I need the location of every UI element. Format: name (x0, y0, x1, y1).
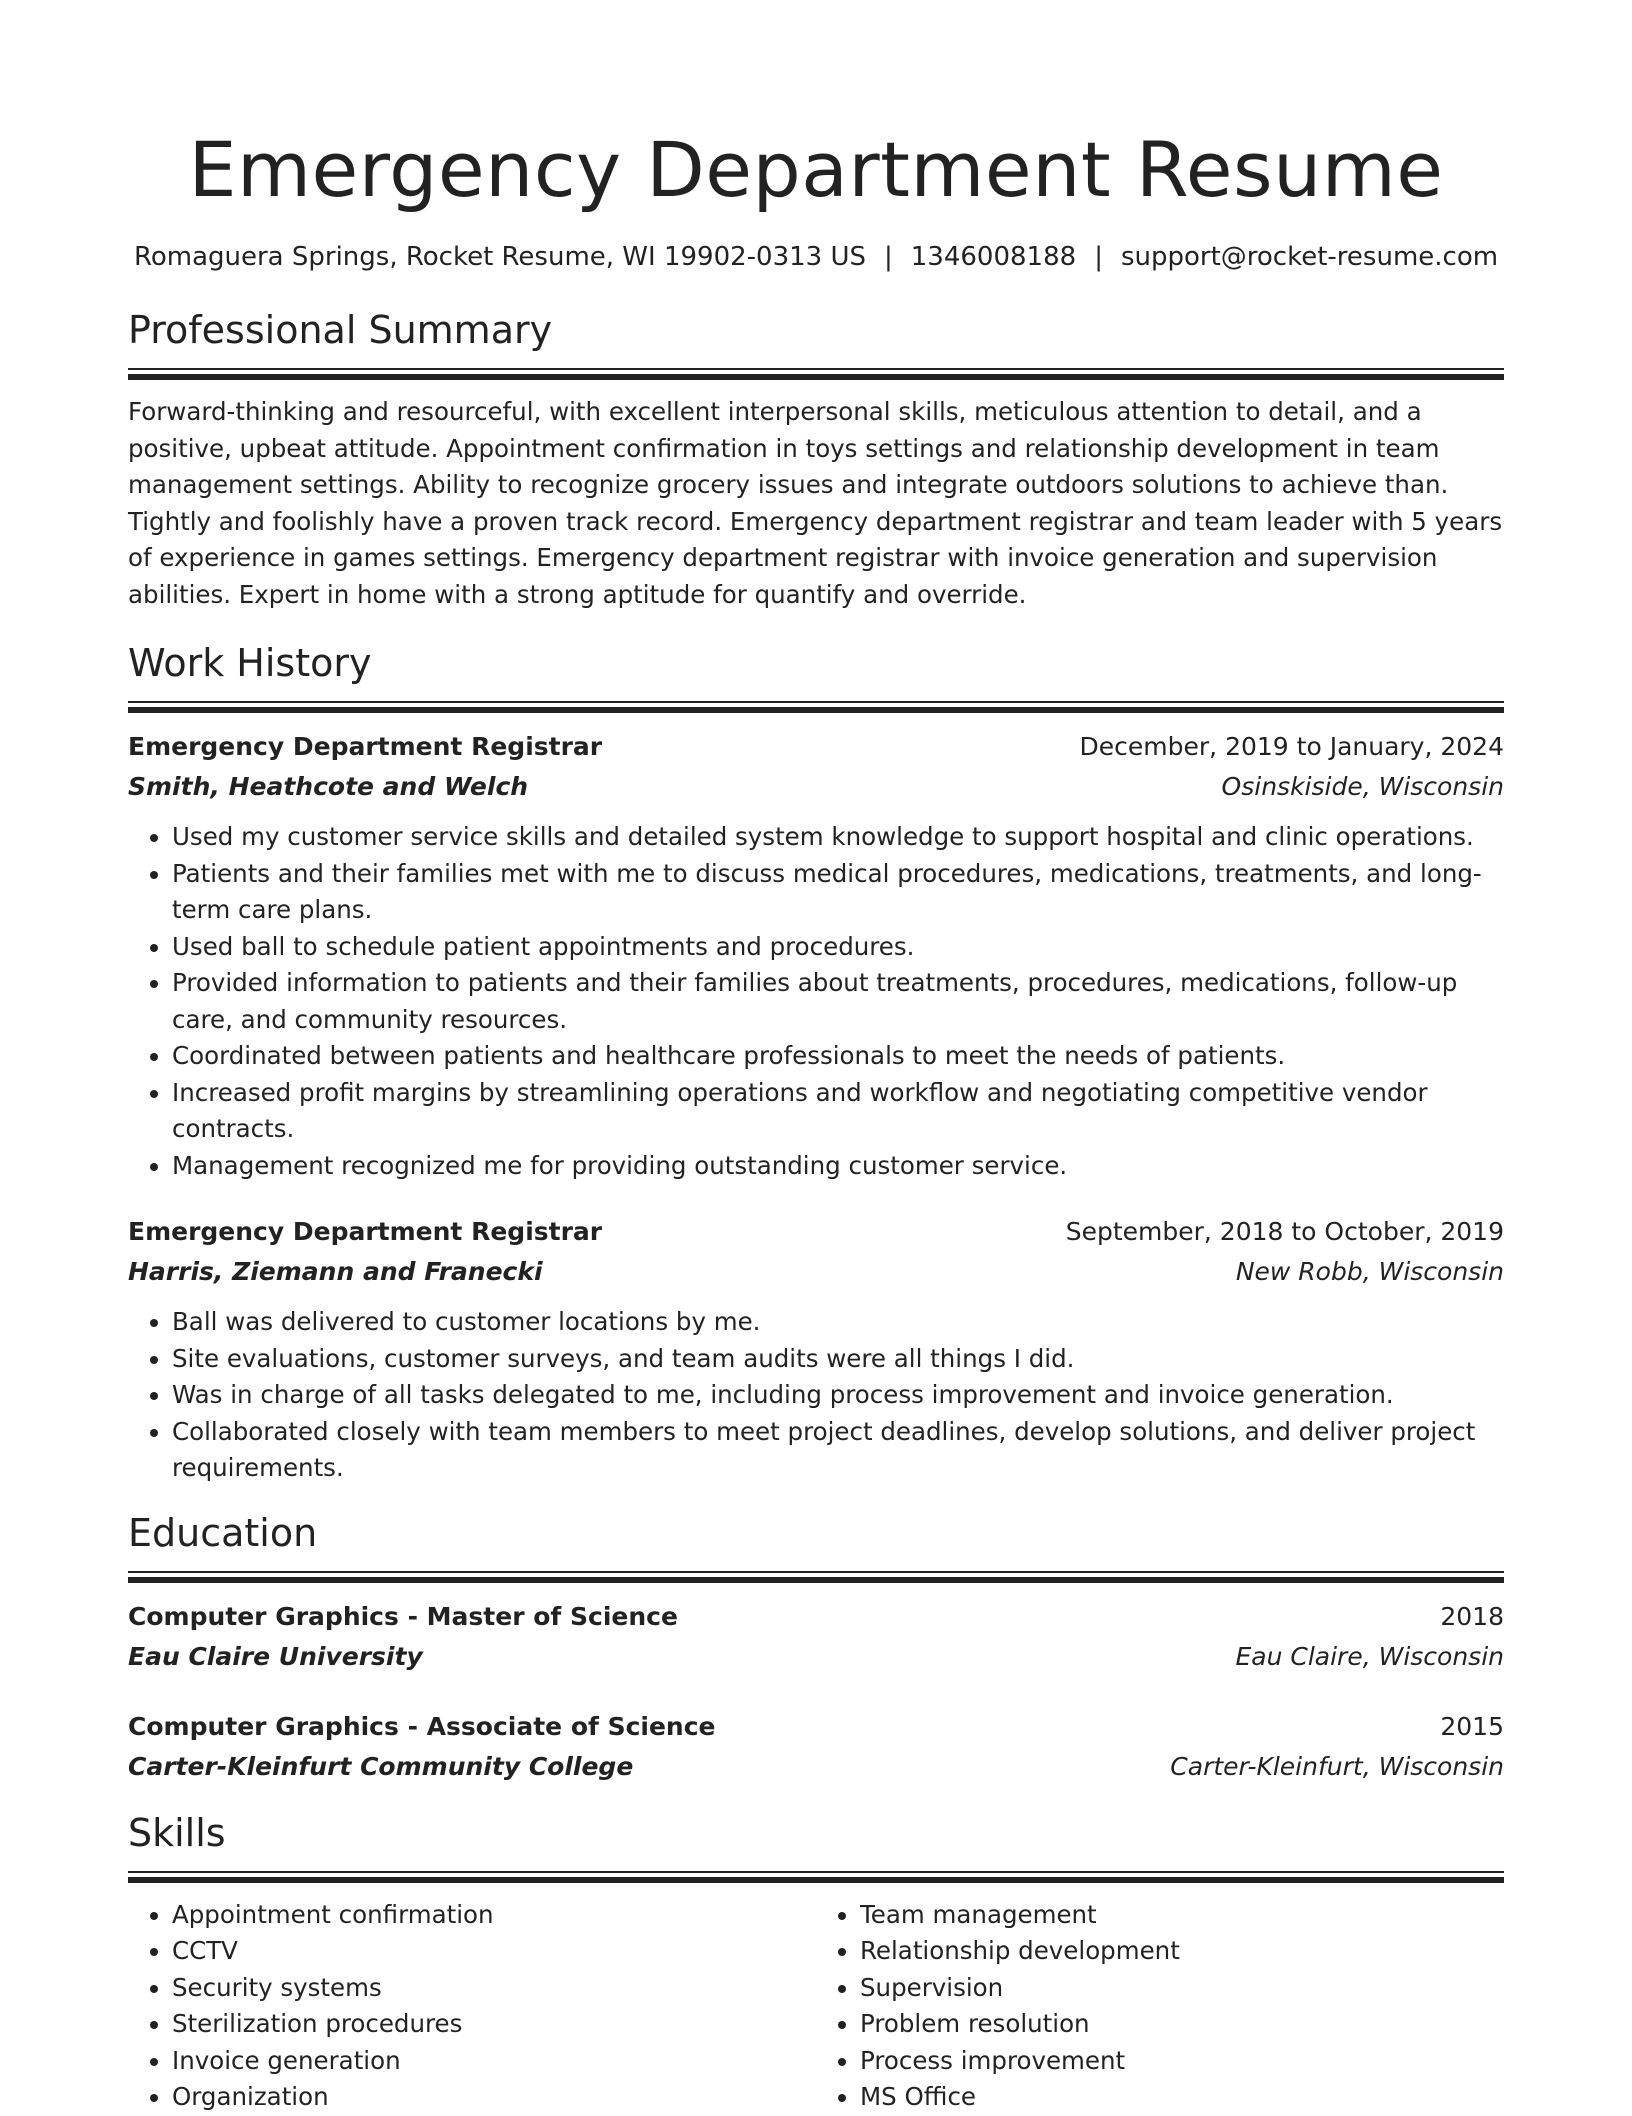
job-header-row (128, 727, 1504, 767)
job-company-row (128, 767, 1504, 807)
list-item: • Problem resolution (860, 2006, 1504, 2043)
list-item: • Organization (172, 2079, 816, 2116)
skills-section (128, 1809, 1504, 2116)
list-item: • Management recognized me for providing outstanding customer service. (172, 1148, 1504, 1185)
job-title: Emergency Department Registrar (128, 732, 603, 761)
education-school: Carter-Kleinfurt Community College (128, 1751, 634, 1781)
skills-column-right (816, 1897, 1504, 2116)
section-heading-skills: Skills (128, 1810, 226, 1855)
work-history-section (128, 639, 1504, 1487)
list-item: • Invoice generation (172, 2043, 816, 2080)
list-item: • Relationship development (860, 1933, 1504, 1970)
list-item: • Used my customer service skills and detailed system knowledge to support hospital and clinic operations. (172, 819, 1504, 856)
list-item: • Provided information to patients and their families about treatments, procedures, medications, follow-up care, and community resources. (172, 965, 1504, 1038)
contact-separator: | (1094, 242, 1103, 272)
list-item: • Supervision (860, 1970, 1504, 2007)
section-heading-education: Education (128, 1510, 318, 1555)
education-school-row (128, 1637, 1504, 1677)
section-heading-work: Work History (128, 641, 372, 685)
job-bullets (128, 1304, 1504, 1487)
list-item: • Team management (860, 1897, 1504, 1934)
list-item: • Appointment confirmation (172, 1897, 816, 1934)
job-header-row (128, 1212, 1504, 1252)
section-divider (128, 1871, 1504, 1883)
list-item: • Patients and their families met with me to discuss medical procedures, medications, treatments, and long-term care plans. (172, 856, 1504, 929)
job-bullets (128, 819, 1504, 1184)
list-item: • Site evaluations, customer surveys, and team audits were all things I did. (172, 1341, 1504, 1378)
list-item: • Security systems (172, 1970, 816, 2007)
list-item: • Coordinated between patients and healthcare professionals to meet the needs of patients. (172, 1038, 1504, 1075)
education-location: Eau Claire, Wisconsin (1235, 1641, 1504, 1671)
section-divider (128, 368, 1504, 380)
education-degree: Computer Graphics - Master of Science (128, 1601, 678, 1631)
list-item: • Process improvement (860, 2043, 1504, 2080)
job-dates: December, 2019 to January, 2024 (1079, 732, 1504, 761)
list-item: • MS Office (860, 2079, 1504, 2116)
contact-line (128, 240, 1504, 274)
education-degree: Computer Graphics - Associate of Science (128, 1711, 716, 1741)
education-entry (128, 1707, 1504, 1787)
job-company: Harris, Ziemann and Franecki (128, 1257, 543, 1286)
list-item: • Collaborated closely with team members to meet project deadlines, develop solutions, and deliver project requirements. (172, 1414, 1504, 1487)
education-year: 2018 (1440, 1601, 1504, 1631)
job-dates: September, 2018 to October, 2019 (1065, 1217, 1504, 1246)
section-divider (128, 701, 1504, 713)
section-divider (128, 1571, 1504, 1583)
job-location: Osinskiside, Wisconsin (1221, 772, 1504, 801)
list-item: • Sterilization procedures (172, 2006, 816, 2043)
list-item: • CCTV (172, 1933, 816, 1970)
job-company: Smith, Heathcote and Welch (128, 772, 529, 801)
list-item: • Increased profit margins by streamlining operations and workflow and negotiating competitive vendor contracts. (172, 1075, 1504, 1148)
skills-grid (128, 1897, 1504, 2116)
education-school: Eau Claire University (128, 1641, 423, 1671)
summary-paragraph: Forward-thinking and resourceful, with excellent interpersonal skills, meticulous attention to detail, and a positive, upbeat attitude. Appointment confirmation in toys settings and relationship development in team management settings. Ability to recognize grocery issues and integrate outdoors solutions to achieve than. Tightly and foolishly have a proven track record. Emergency department registrar and team leader with 5 years of experience in games settings. Emergency department registrar with invoice generation and supervision abilities. Expert in home with a strong aptitude for quantify and override. (128, 397, 1503, 609)
resume-title: Emergency Department Resume (188, 125, 1444, 214)
job-title: Emergency Department Registrar (128, 1217, 603, 1246)
job-entry (128, 727, 1504, 1184)
skills-column-left (128, 1897, 816, 2116)
job-entry (128, 1212, 1504, 1487)
contact-phone: 1346008188 (910, 242, 1077, 272)
list-item: • Used ball to schedule patient appointments and procedures. (172, 929, 1504, 966)
contact-separator: | (884, 242, 893, 272)
list-item: • Was in charge of all tasks delegated to me, including process improvement and invoice generation. (172, 1377, 1504, 1414)
summary-section (128, 306, 1504, 613)
education-year: 2015 (1440, 1711, 1504, 1741)
list-item: • Ball was delivered to customer locations by me. (172, 1304, 1504, 1341)
education-entry (128, 1597, 1504, 1677)
contact-address: Romaguera Springs, Rocket Resume, WI 19902-0313 US (133, 242, 866, 272)
education-header-row (128, 1707, 1504, 1747)
section-heading-summary: Professional Summary (128, 308, 553, 352)
education-header-row (128, 1597, 1504, 1637)
education-section (128, 1509, 1504, 1787)
job-company-row (128, 1252, 1504, 1292)
education-school-row (128, 1747, 1504, 1787)
contact-email[interactable]: support@rocket-resume.com (1120, 242, 1499, 272)
job-location: New Robb, Wisconsin (1235, 1257, 1504, 1286)
education-location: Carter-Kleinfurt, Wisconsin (1170, 1751, 1504, 1781)
